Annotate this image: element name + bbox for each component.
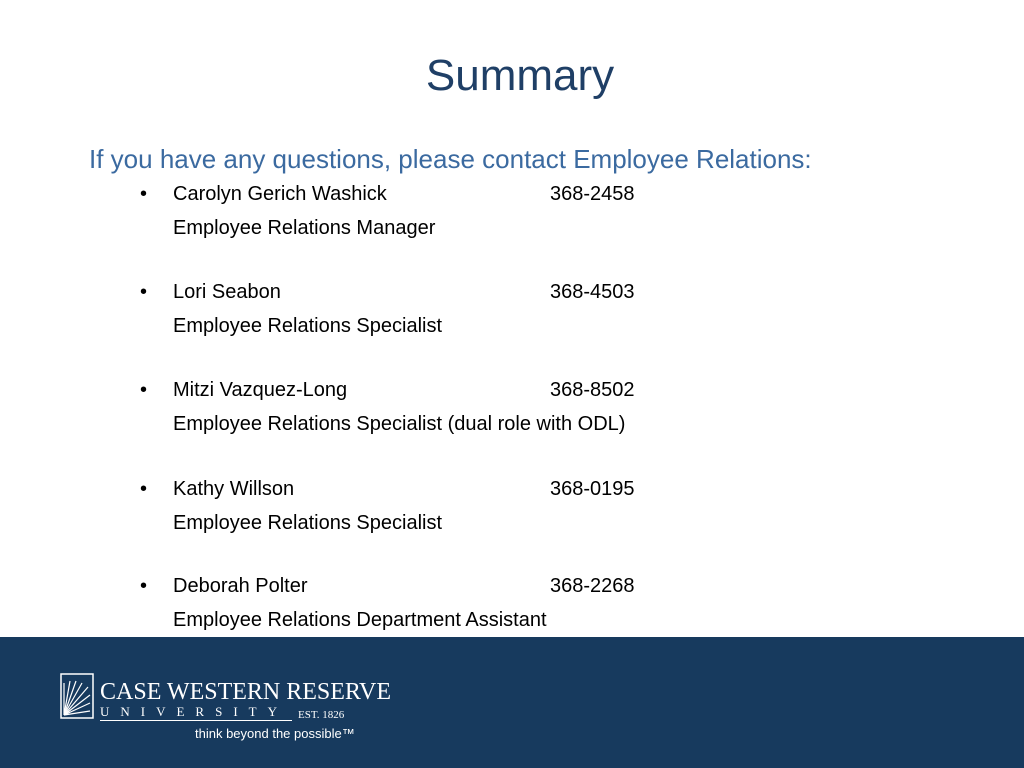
contact-phone: 368-2458 bbox=[550, 183, 635, 205]
logo-tagline: think beyond the possible™ bbox=[195, 726, 355, 741]
slide-title: Summary bbox=[425, 51, 615, 100]
footer-bar bbox=[0, 637, 1024, 768]
contact-entry bbox=[0, 569, 1024, 637]
contact-phone: 368-4503 bbox=[550, 281, 635, 303]
contact-name: Mitzi Vazquez-Long bbox=[173, 379, 348, 401]
contact-role: Employee Relations Manager bbox=[173, 217, 436, 239]
intro-text: If you have any questions, please contact Employee Relations: bbox=[89, 144, 812, 174]
contact-name: Kathy Willson bbox=[173, 478, 295, 500]
bullet: • bbox=[140, 478, 148, 500]
bullet: • bbox=[140, 281, 148, 303]
contact-phone: 368-2268 bbox=[550, 575, 635, 597]
contact-name: Carolyn Gerich Washick bbox=[173, 183, 387, 205]
contact-role: Employee Relations Specialist bbox=[173, 315, 443, 337]
logo-established: EST. 1826 bbox=[298, 709, 345, 721]
bullet: • bbox=[140, 379, 148, 401]
contact-phone: 368-8502 bbox=[550, 379, 635, 401]
contact-entry bbox=[0, 177, 1024, 245]
contact-name: Deborah Polter bbox=[173, 575, 308, 597]
contact-role: Employee Relations Department Assistant bbox=[173, 609, 547, 631]
contact-role: Employee Relations Specialist (dual role with ODL) bbox=[173, 413, 626, 435]
contact-entry bbox=[0, 373, 1024, 441]
contact-name: Lori Seabon bbox=[173, 281, 281, 303]
contact-entry bbox=[0, 275, 1024, 343]
cwru-sunburst-icon bbox=[60, 673, 94, 719]
bullet: • bbox=[140, 575, 148, 597]
contact-role: Employee Relations Specialist bbox=[173, 512, 443, 534]
contact-phone: 368-0195 bbox=[550, 478, 635, 500]
university-logo bbox=[60, 673, 391, 743]
contact-entry bbox=[0, 472, 1024, 540]
logo-university-subtitle: UNIVERSITY bbox=[100, 704, 288, 719]
logo-university-name: CASE WESTERN RESERVE bbox=[100, 679, 391, 705]
bullet: • bbox=[140, 183, 148, 205]
logo-rule bbox=[100, 720, 292, 721]
